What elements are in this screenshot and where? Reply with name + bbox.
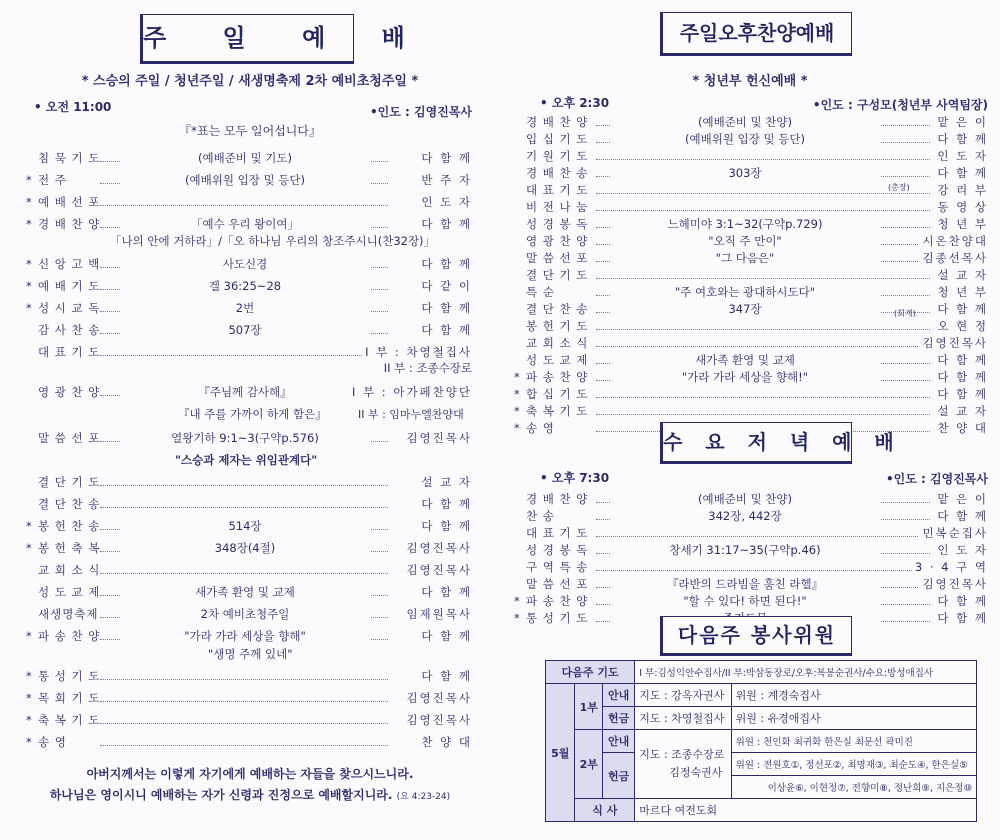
order-row [500, 352, 1000, 369]
order-person: 다 함 께 [418, 668, 472, 685]
leader-dots [100, 485, 388, 486]
order-person: 김종선목사 [919, 250, 988, 267]
servers-row-p2-offering-1 [546, 753, 977, 776]
servers-prayer-label: 다음주 기도 [546, 661, 635, 684]
order-content [610, 508, 880, 525]
order-person: 청 년 부 [934, 216, 988, 233]
order-content [120, 628, 370, 645]
order-row [0, 518, 500, 535]
stand-mark: * [26, 301, 32, 315]
order-row [0, 540, 500, 557]
bible-verse-1: 아버지께서는 이렇게 자기에게 예배하는 자들을 찾으시느니라. [86, 767, 414, 781]
order-row [500, 559, 1000, 576]
extra-songs: 「나의 안에 거하라」/「오 하나님 우리의 창조주시니(찬32장)」 [110, 234, 436, 248]
order-person: 김영진목사 [919, 335, 988, 352]
order-row [0, 734, 500, 751]
prayer-second-line [0, 360, 500, 377]
wednesday-time: • 오후 7:30 [540, 471, 610, 485]
order-row [0, 628, 500, 645]
order-content [610, 284, 880, 301]
order-person: 설 교 자 [934, 267, 988, 284]
order-row [0, 150, 500, 167]
order-row [0, 668, 500, 685]
order-person: 다 함 께 [934, 165, 988, 182]
servers-meal-value: 마르다 여전도회 [635, 799, 977, 822]
order-row [500, 233, 1000, 250]
leader-dots [100, 507, 388, 508]
order-label: 파 송 찬 양 [526, 370, 589, 384]
order-content [120, 584, 370, 601]
order-row [0, 496, 500, 513]
order-row [0, 172, 500, 189]
order-label: 봉 헌 축 복 [38, 541, 101, 555]
order-person: 다 함 께 [418, 584, 472, 601]
servers-p2-guide-members: 위원 : 천인화 최귀화 한은실 최문선 곽미진 [731, 730, 976, 753]
servers-p1-guide-lead: 지도 : 강옥자권사 [635, 684, 731, 707]
stand-mark: * [26, 195, 32, 209]
stand-mark: * [26, 735, 32, 749]
sermon-title: "스승과 제자는 위임관계다" [175, 453, 318, 467]
order-content [610, 114, 880, 131]
order-label: 대 표 기 도 [526, 183, 589, 197]
stand-mark: * [26, 669, 32, 683]
order-label: 성 도 교 제 [526, 353, 589, 367]
order-person: 인 도 자 [418, 194, 472, 211]
order-row [500, 403, 1000, 420]
order-content-text: 2차 예비초청주일 [198, 607, 293, 621]
order-content [120, 150, 370, 167]
order-label: 말 씀 선 포 [526, 251, 589, 265]
order-content [120, 278, 370, 295]
stand-mark: * [514, 594, 520, 608]
afternoon-leader: •인도 : 구성모(청년부 사역팀장) [812, 98, 988, 112]
order-person: 3 · 4 구 역 [912, 559, 988, 576]
order-label: 경 배 찬 송 [526, 166, 589, 180]
order-person: 인 도 자 [934, 148, 988, 165]
order-label: 경 배 찬 양 [526, 115, 589, 129]
order-person: 김영진목사 [403, 562, 472, 579]
order-content-text: (예배위원 입장 및 등단) [682, 132, 808, 146]
leader-dots [100, 723, 388, 724]
praise-team-second: II 부 : 임마누엘찬양대 [358, 408, 464, 421]
order-person: 찬 양 대 [418, 734, 472, 751]
order-row [500, 508, 1000, 525]
order-label: 목 회 기 도 [38, 691, 101, 705]
order-person: 임제원목사 [403, 606, 472, 623]
order-content [610, 352, 880, 369]
servers-p2-lead-2: 김정숙권사 [669, 766, 723, 779]
servers-p1-offering-members: 위원 : 유경애집사 [731, 707, 976, 730]
order-person: 다 함 께 [934, 386, 988, 403]
order-person: 다 함 께 [934, 593, 988, 610]
order-row [0, 690, 500, 707]
order-content-text: 겔 36:25~28 [206, 279, 284, 293]
order-content-text: 342장, 442장 [705, 509, 784, 523]
order-row [500, 525, 1000, 542]
servers-p1-offering-lead: 지도 : 차영철집사 [635, 707, 731, 730]
leader-dots [596, 329, 930, 330]
leader-dots [596, 346, 930, 347]
order-person: 김영진목사 [403, 712, 472, 729]
leader-dots [100, 355, 388, 356]
order-label: 송 영 [526, 421, 555, 435]
order-content-text: 새가족 환영 및 교제 [692, 353, 798, 367]
order-label: 결 단 기 도 [38, 475, 101, 489]
stand-mark: * [514, 370, 520, 384]
order-person: 맡 은 이 [934, 114, 988, 131]
servers-p2-guide-label: 안내 [603, 730, 635, 753]
order-label: 비 전 나 눔 [526, 200, 589, 214]
servers-p1-offering-label: 헌금 [603, 707, 635, 730]
order-label: 성 경 봉 독 [526, 543, 589, 557]
servers-row-p1-offering [546, 707, 977, 730]
leader-dots [596, 210, 930, 211]
order-label: 새생명축제 [38, 607, 99, 621]
order-row [0, 216, 500, 233]
order-content-text: 514장 [225, 519, 264, 533]
stand-mark: * [26, 629, 32, 643]
order-content [120, 384, 370, 401]
order-label: 성 시 교 독 [38, 301, 101, 315]
order-label: 축 복 기 도 [526, 404, 589, 418]
order-person: 다 함 께 [934, 301, 988, 318]
order-label: 특 순 [526, 285, 555, 299]
servers-p2-offering-members-1: 위원 : 전원호①, 정선포②, 최명재③, 최순도④, 한은실⑤ [731, 753, 976, 776]
order-label: 대 표 기 도 [526, 526, 589, 540]
order-row [500, 542, 1000, 559]
order-row [500, 576, 1000, 593]
praise-second-line [0, 406, 500, 423]
order-person: 다 함 께 [418, 300, 472, 317]
order-person: 다 함 께 [934, 508, 988, 525]
order-row [0, 562, 500, 579]
order-label: 통 성 기 도 [38, 669, 101, 683]
order-content [610, 576, 880, 593]
order-person: 다 함 께 [418, 322, 472, 339]
order-label: 예 배 선 포 [38, 195, 101, 209]
order-content [120, 172, 370, 189]
order-label: 결 단 찬 송 [526, 302, 589, 316]
order-label: 말 씀 선 포 [526, 577, 589, 591]
closing-song-line [0, 646, 500, 663]
order-label: 교 회 소 식 [526, 336, 589, 350]
order-person: 다 함 께 [934, 352, 988, 369]
order-person: 김영진목사 [403, 690, 472, 707]
order-row [500, 148, 1000, 165]
order-label: 봉 헌 기 도 [526, 319, 589, 333]
order-person: 찬 양 대 [934, 420, 988, 437]
order-person: 설 교 자 [418, 474, 472, 491]
order-content-text: 348장(4절) [212, 541, 278, 555]
order-content-text: "오직 주 만이" [705, 234, 784, 248]
order-row [500, 284, 1000, 301]
leader-dots [100, 745, 388, 746]
leader-dots [596, 278, 930, 279]
order-content [120, 216, 370, 233]
order-content [120, 322, 370, 339]
order-content-text: 열왕기하 9:1~3(구약p.576) [168, 431, 322, 445]
order-content-text: 『라반의 드라빔을 훔친 라헬』 [664, 577, 826, 591]
stand-mark: * [514, 387, 520, 401]
order-person: 다 함 께 [418, 216, 472, 233]
order-label: 대 표 기 도 [38, 345, 101, 359]
order-label: 통 성 기 도 [526, 611, 589, 625]
order-content [610, 233, 880, 250]
order-label: 성 도 교 제 [38, 585, 101, 599]
afternoon-worship-title: 주일오후찬양예배 [660, 12, 852, 56]
right-page [500, 0, 1000, 840]
praise-song-second: 『내 주를 가까이 하게 함은』 [178, 407, 327, 421]
order-person: 다 함 께 [418, 628, 472, 645]
servers-part1: 1부 [575, 684, 603, 730]
servers-p2-offering-label: 헌금 [603, 753, 635, 799]
stand-mark: * [26, 691, 32, 705]
order-label: 감 사 찬 송 [38, 323, 101, 337]
order-person: 김영진목사 [919, 576, 988, 593]
order-person: 청 년 부 [934, 284, 988, 301]
wednesday-leader: •인도 : 김영진목사 [886, 472, 988, 486]
order-person: 다 같 이 [418, 278, 472, 295]
order-person: 다 함 께 [934, 610, 988, 627]
order-content-text: 2번 [233, 301, 257, 315]
order-row [500, 491, 1000, 508]
order-content-text: "할 수 있다! 하면 된다!" [680, 594, 809, 608]
stand-mark: * [26, 257, 32, 271]
order-label: 입 십 기 도 [526, 132, 589, 146]
sermon-title-line [0, 452, 500, 469]
leader-dots [596, 414, 930, 415]
order-label: 경 배 찬 양 [38, 217, 101, 231]
order-row [0, 344, 500, 361]
order-label: 파 송 찬 양 [38, 629, 101, 643]
order-person: I 부 : 차영철집사 [362, 344, 472, 361]
leader-dots [596, 159, 930, 160]
order-content-text: 사도신경 [220, 257, 270, 271]
order-row [0, 322, 500, 339]
order-label: 교 회 소 식 [38, 563, 101, 577]
stand-mark: * [26, 541, 32, 555]
order-person: 강 리 부 [934, 182, 988, 199]
order-content [610, 542, 880, 559]
extra-songs-line [0, 233, 500, 250]
sunday-worship-title: 주 일 예 배 [140, 14, 354, 64]
order-label: 신 앙 고 백 [38, 257, 101, 271]
order-row [500, 386, 1000, 403]
servers-part2: 2부 [575, 730, 603, 799]
order-label: 찬 송 [526, 509, 555, 523]
order-person: 다 함 께 [934, 131, 988, 148]
order-person: 다 함 께 [934, 369, 988, 386]
order-row [0, 278, 500, 295]
order-row [500, 216, 1000, 233]
order-row [500, 250, 1000, 267]
order-label: 침 묵 기 도 [38, 151, 101, 165]
order-person: 다 함 께 [418, 518, 472, 535]
leader-dots [100, 205, 388, 206]
order-label: 영 광 찬 양 [38, 385, 101, 399]
order-label: 기 원 기 도 [526, 149, 589, 163]
order-label: 구 역 특 송 [526, 560, 589, 574]
order-label: 송 영 [38, 735, 67, 749]
order-person: 인 도 자 [934, 542, 988, 559]
stand-mark: * [26, 713, 32, 727]
order-content-text: 303장 [725, 166, 764, 180]
closing-song: "생명 주께 있네" [208, 647, 293, 661]
order-content-text: (예배준비 및 찬양) [695, 492, 795, 506]
servers-prayer-value: I 부:김성익안수집사/II 부:박삼동장로/오후:복봉순권사/수요:방성애집사 [635, 661, 977, 684]
order-row [500, 335, 1000, 352]
order-content [610, 250, 880, 267]
servers-row-p1-guide [546, 684, 977, 707]
order-label: 성 경 봉 독 [526, 217, 589, 231]
order-person: 김영진목사 [403, 430, 472, 447]
bible-verse-2: 하나님은 영이시니 예배하는 자가 신령과 진정으로 예배할지니라. [49, 788, 393, 802]
offering-role: (회계) [894, 309, 916, 318]
servers-table [545, 660, 977, 822]
leader-dots [596, 536, 930, 537]
order-row [500, 199, 1000, 216]
order-person: 시온찬양대 [919, 233, 988, 250]
order-content [610, 369, 880, 386]
order-person: 동 영 상 [934, 199, 988, 216]
order-row [0, 430, 500, 447]
order-label: 경 배 찬 양 [526, 492, 589, 506]
order-label: 전 주 [38, 173, 67, 187]
order-person: 반 주 자 [418, 172, 472, 189]
servers-row-p2-guide [546, 730, 977, 753]
order-person: 오 현 정 [934, 318, 988, 335]
sunday-subtitle: * 스승의 주일 / 청년주일 / 새생명축제 2차 예비초청주일 * [81, 74, 419, 89]
order-person: I 부 : 아가페찬양단 [349, 384, 472, 401]
servers-meal-row [546, 799, 977, 822]
order-row [0, 384, 500, 401]
servers-prayer-row [546, 661, 977, 684]
leader-dots [100, 679, 388, 680]
servers-month: 5월 [546, 684, 575, 822]
stand-mark: * [514, 421, 520, 435]
order-content-text: 느헤미야 3:1~32(구약p.729) [665, 217, 826, 231]
order-content [610, 216, 880, 233]
order-content [120, 430, 370, 447]
stand-mark: * [514, 611, 520, 625]
afternoon-subtitle: * 청년부 헌신예배 * [692, 74, 808, 89]
stand-mark: * [514, 404, 520, 418]
wednesday-worship-title: 수 요 저 녁 예 배 [660, 422, 852, 464]
stand-mark: * [26, 519, 32, 533]
order-row [0, 194, 500, 211]
order-person: 다 함 께 [418, 496, 472, 513]
order-row [0, 584, 500, 601]
order-row [0, 256, 500, 273]
order-row [0, 712, 500, 729]
order-content-text: 347장 [725, 302, 764, 316]
order-person: 다 함 께 [418, 150, 472, 167]
order-person: 김영진목사 [403, 540, 472, 557]
order-content-text: 「예수 우리 왕이여」 [188, 217, 302, 231]
order-label: 결 단 찬 송 [38, 497, 101, 511]
servers-p1-guide-label: 안내 [603, 684, 635, 707]
order-content-text: "그 다음은" [713, 251, 778, 265]
servers-p2-lead-1: 지도 : 조종수장로 [639, 748, 725, 761]
sunday-time: • 오전 11:00 [34, 100, 112, 114]
sunday-leader: •인도 : 김영진목사 [370, 105, 472, 119]
order-label: 예 배 기 도 [38, 279, 101, 293]
order-content-text: (예배준비 및 찬양) [695, 115, 795, 129]
order-content-text: 『주님께 감사해』 [195, 385, 294, 399]
order-content-text: 창세기 31:17~35(구약p.46) [666, 543, 823, 557]
order-label: 합 십 기 도 [526, 387, 589, 401]
order-content [120, 518, 370, 535]
servers-p2-offering-members-2: 이상윤⑥, 이현정⑦, 전향미⑧, 정난희⑨, 지은정⑩ [731, 776, 976, 799]
order-content-text: "주 여호와는 광대하시도다" [672, 285, 818, 299]
prayer-role: (총장) [888, 183, 910, 192]
order-content [610, 491, 880, 508]
next-week-servers-title: 다음주 봉사위원 [660, 616, 852, 656]
order-content [120, 540, 370, 557]
stand-mark: * [26, 217, 32, 231]
order-content [610, 131, 880, 148]
order-label: 축 복 기 도 [38, 713, 101, 727]
order-content-text: (예배준비 및 기도) [195, 151, 295, 165]
leader-dots [100, 701, 388, 702]
order-row [0, 474, 500, 491]
order-content-text: (예배위원 입장 및 등단) [182, 173, 308, 187]
order-label: 말 씀 선 포 [38, 431, 101, 445]
standing-note: 『*표는 모두 일어섭니다』 [179, 124, 321, 138]
order-person: 다 함 께 [418, 256, 472, 273]
order-row [0, 300, 500, 317]
order-content [120, 300, 370, 317]
servers-p1-guide-members: 위원 : 계경숙집사 [731, 684, 976, 707]
order-content-text: 507장 [225, 323, 264, 337]
order-label: 영 광 찬 양 [526, 234, 589, 248]
order-row [500, 267, 1000, 284]
order-row [500, 593, 1000, 610]
leader-dots [100, 573, 388, 574]
order-label: 파 송 찬 양 [526, 594, 589, 608]
prayer-second-part: II 부 : 조종수장로 [383, 361, 472, 375]
leader-dots [596, 397, 930, 398]
order-row [500, 369, 1000, 386]
order-content [120, 256, 370, 273]
order-content [120, 606, 370, 623]
stand-mark: * [26, 279, 32, 293]
order-label: 봉 헌 찬 송 [38, 519, 101, 533]
order-person: 설 교 자 [934, 403, 988, 420]
bible-verse-ref: (요 4:23-24) [396, 792, 451, 802]
order-content-text: "가라 가라 세상을 향해!" [679, 370, 811, 384]
order-content-text: 새가족 환영 및 교제 [192, 585, 298, 599]
afternoon-time: • 오후 2:30 [540, 96, 610, 110]
order-person: 맡 은 이 [934, 491, 988, 508]
order-content-text: "가라 가라 세상을 향해" [181, 629, 309, 643]
order-person: 민복순집사 [919, 525, 988, 542]
order-row [500, 131, 1000, 148]
order-row [0, 606, 500, 623]
servers-meal-label: 식 사 [575, 799, 635, 822]
order-row [500, 114, 1000, 131]
order-label: 결 단 기 도 [526, 268, 589, 282]
leader-dots [596, 570, 930, 571]
prayer-role-line [500, 179, 1000, 196]
offering-role-line [500, 305, 1000, 322]
order-content [610, 593, 880, 610]
bible-verse-2-line [0, 786, 500, 803]
stand-mark: * [26, 173, 32, 187]
servers-p2-leads [635, 730, 731, 799]
